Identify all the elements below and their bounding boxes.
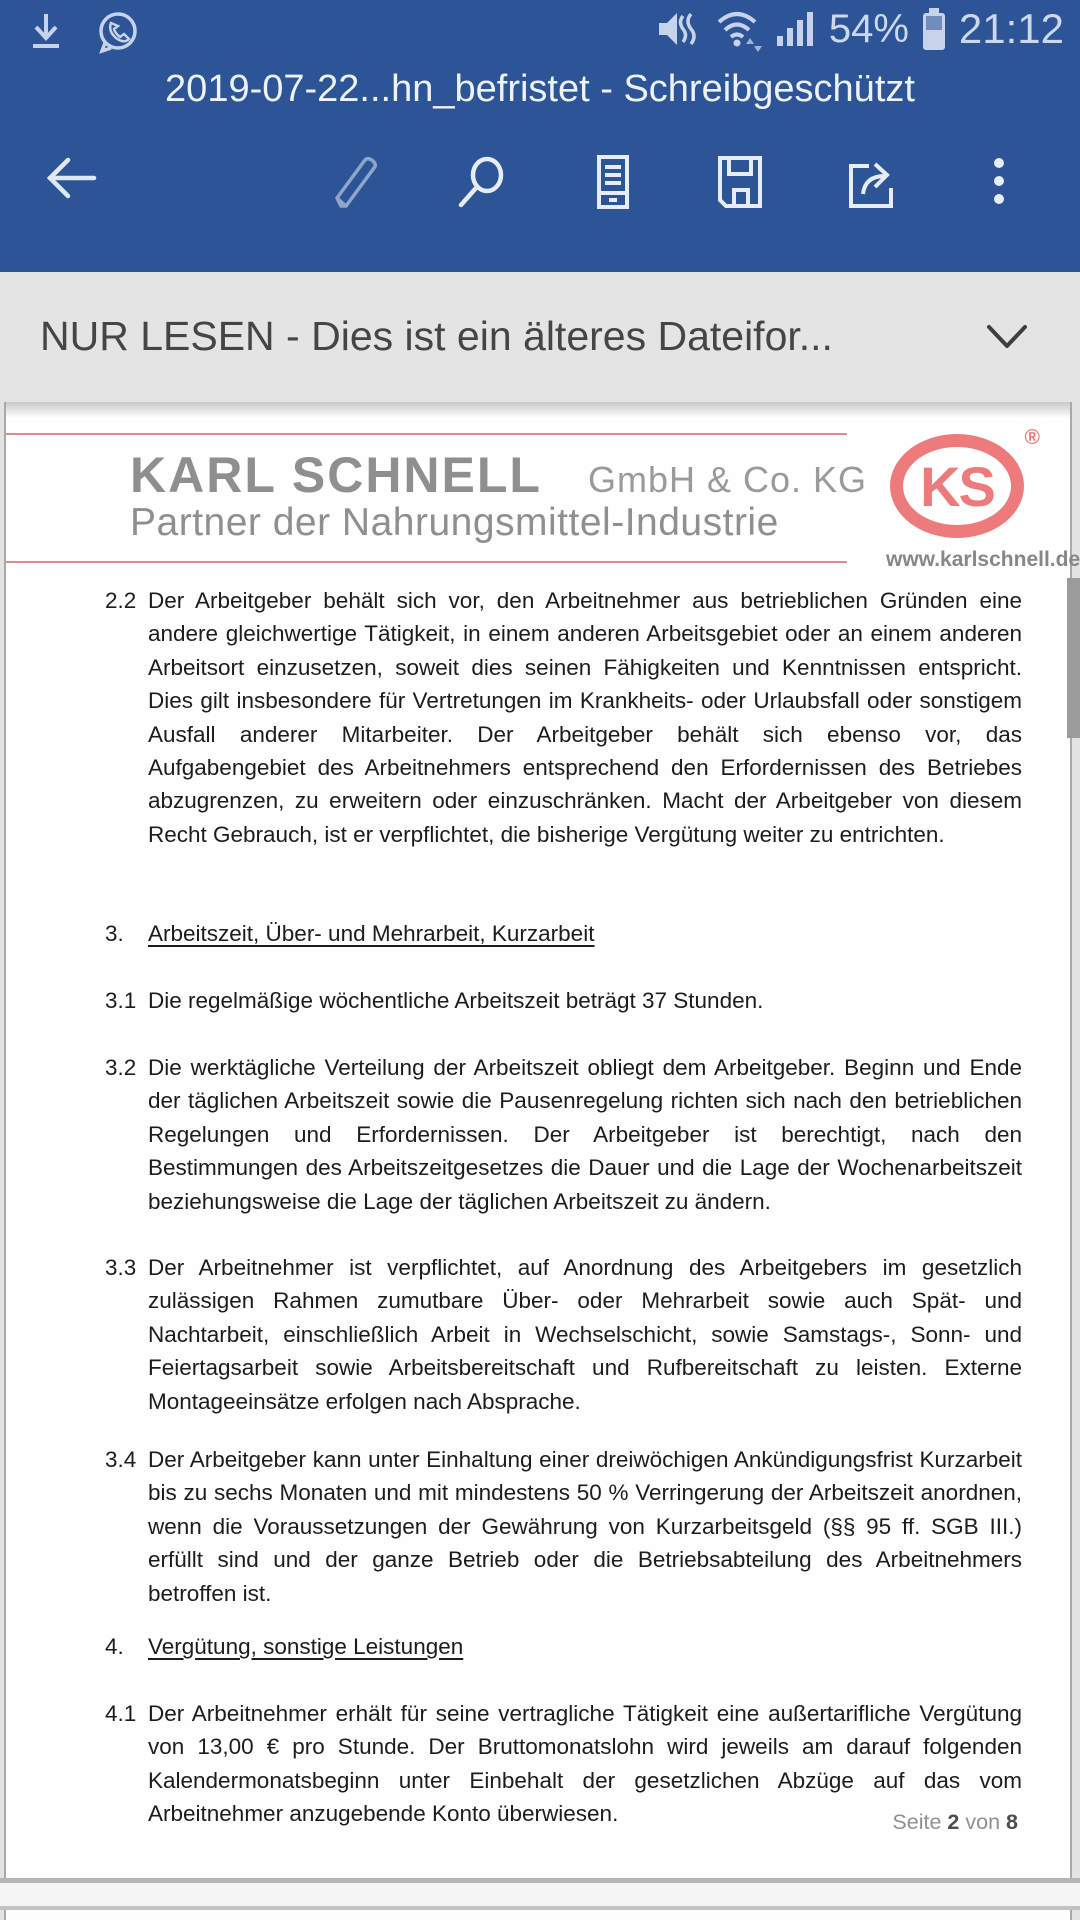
section-2-2 [105,584,1022,851]
chevron-down-icon[interactable] [986,324,1028,350]
document-page [4,402,1080,1878]
section-heading-text: Arbeitszeit, Über- und Mehrarbeit, Kurzarbeit [148,921,595,946]
section-number: 2.2 [105,588,137,613]
document-viewport [0,402,1080,1920]
footer-label-von: von [965,1810,1001,1834]
registered-trademark-symbol: ® [1024,426,1040,449]
section-text: Der Arbeitgeber behält sich vor, den Arbeitnehmer aus betrieblichen Gründen eine andere gleichwertige Tätigkeit, in einem anderen Arbeitsgebiet oder an einem anderen Arbeitsort einzusetzen, soweit dies seinen Fähigkeiten und Kenntnissen entspricht. Dies gilt insbesondere für Vertretungen im Krankheits- oder Urlaubsfall oder sonstigem Ausfall anderer Mitarbeiter. Der Arbeitgeber behält sich ebenso vor, das Aufgabengebiet des Arbeitnehmers entsprechend den Erfordernissen des Betriebes abzugrenzen, zu erweitern oder einzuschränken. Macht der Arbeitgeber von diesem Recht Gebrauch, ist er verpflichtet, die bisherige Vergütung weiter zu entrichten. [148,588,1022,847]
download-icon [26,10,66,54]
section-text: Der Arbeitnehmer ist verpflichtet, auf Anordnung des Arbeitgebers im gesetzlich zulässigen Rahmen zumutbare Über- oder Mehrarbeit sowie auch Spät- und Nachtarbeit, einschließlich Arbeit in Wechselschicht, sowie Samstags-, Sonn- und Feiertagsarbeit sowie Arbeitsbereitschaft und Rufbereitschaft zu leisten. Externe Montageeinsätze erfolgen nach Absprache. [148,1255,1022,1414]
banner-shadow [6,402,1070,418]
battery-icon [921,6,947,52]
letterhead-rule-bottom [6,561,847,563]
letterhead-company-line [130,446,867,504]
mobile-view-button[interactable] [585,154,641,210]
section-3-4 [105,1443,1022,1610]
whatsapp-icon [94,8,142,56]
section-number: 4.1 [105,1701,137,1726]
section-text: Die regelmäßige wöchentliche Arbeitszeit beträgt 37 Stunden. [148,988,764,1013]
next-page-sliver [4,1910,1072,1920]
title-bar [0,58,1080,122]
page-number-footer [892,1810,1018,1835]
wifi-icon [713,6,765,52]
readonly-banner[interactable] [0,272,1080,402]
save-button[interactable] [712,154,768,210]
section-4-1 [105,1697,1022,1831]
edit-pen-button[interactable] [327,154,383,210]
section-number: 3. [105,921,124,946]
section-number: 3.2 [105,1055,137,1080]
company-website: www.karlschnell.de [886,548,1080,571]
letterhead-rule-top [6,433,847,435]
document-title: 2019-07-22...hn_befristet - Schreibgeschützt [165,68,915,110]
section-4-heading [105,1630,1022,1663]
toolbar [0,122,1080,272]
section-heading-text: Vergütung, sonstige Leistungen [148,1634,464,1659]
status-right-icons [655,6,1064,52]
section-3-2 [105,1051,1022,1218]
share-button[interactable] [843,154,899,210]
status-left-icons [26,8,142,56]
scrollbar-thumb[interactable] [1067,578,1080,738]
company-tagline: Partner der Nahrungsmittel-Industrie [130,501,779,544]
section-text: Der Arbeitgeber kann unter Einhaltung einer dreiwöchigen Ankündigungsfrist Kurzarbeit bis zu sechs Monaten und mit mindestens 50 % Verringerung der Arbeitszeit anordnen, wenn die Voraussetzungen der Gewährung von Kurzarbeitsgeld (§§ 95 ff. SGB III.) erfüllt sind und der ganze Betrieb oder die Betriebsabteilung des Arbeitnehmers betroffen ist. [148,1447,1022,1606]
section-3-3 [105,1251,1022,1418]
status-bar [0,0,1080,58]
battery-percent: 54% [828,7,909,51]
signal-icon [777,6,817,52]
app-header [0,0,1080,272]
footer-total-pages: 8 [1006,1810,1018,1834]
back-button[interactable] [42,150,98,206]
footer-label-seite: Seite [892,1810,942,1834]
section-number: 3.3 [105,1255,137,1280]
page-separator-gap [0,1883,1080,1906]
readonly-banner-text: NUR LESEN - Dies ist ein älteres Dateifor... [40,313,833,359]
company-suffix: GmbH & Co. KG [587,459,868,500]
section-text: Der Arbeitnehmer erhält für seine vertragliche Tätigkeit eine außertarifliche Vergütung von 13,00 € pro Stunde. Der Bruttomonatslohn wird jeweils am darauf folgenden Kalendermonatsbeginn unter Einbehalt der gesetzlichen Abzüge auf das vom Arbeitnehmer anzugebende Konto überwiesen. [148,1701,1022,1827]
mute-vibrate-icon [655,6,701,52]
section-text: Die werktägliche Verteilung der Arbeitszeit obliegt dem Arbeitgeber. Beginn und Ende der täglichen Arbeitszeit sowie die Pausenregelung richten sich nach den betrieblichen Regelungen und Erfordernissen. Der Arbeitgeber ist berechtigt, nach den Bestimmungen des Arbeitszeitgesetzes die Dauer und die Lage der Wochenarbeitszeit beziehungsweise die Lage der täglichen Arbeitszeit zu ändern. [148,1055,1022,1214]
footer-current-page: 2 [947,1810,960,1834]
section-3-1 [105,984,1022,1017]
clock-time: 21:12 [958,5,1064,52]
overflow-menu-button[interactable] [984,154,1040,210]
section-number: 3.4 [105,1447,137,1472]
section-3-heading [105,917,1022,950]
company-name: KARL SCHNELL [130,447,542,503]
section-number: 4. [105,1634,124,1659]
ks-logo [890,426,1042,546]
search-button[interactable] [454,154,510,210]
ks-logo-text: KS [920,454,994,518]
ks-logo-ring [890,434,1024,538]
section-number: 3.1 [105,988,137,1013]
